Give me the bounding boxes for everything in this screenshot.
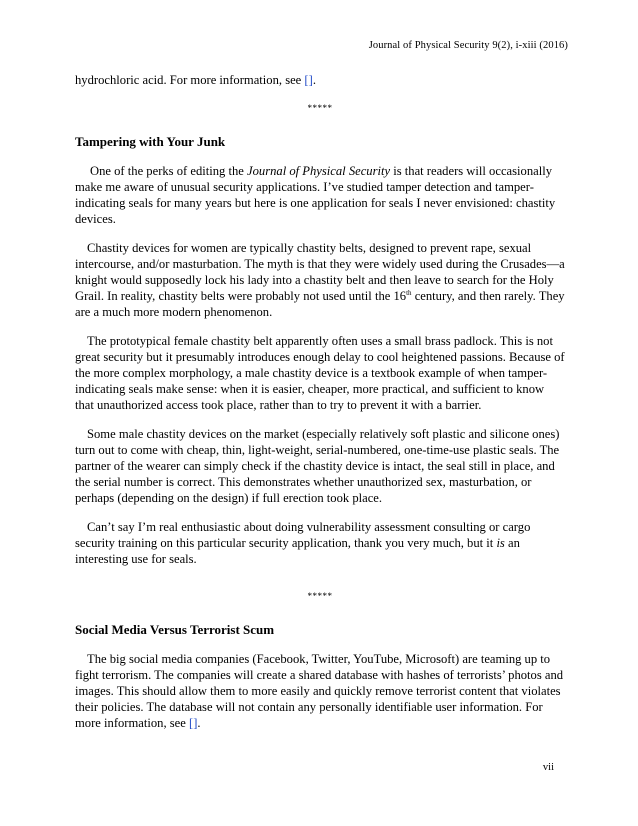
text-run: century, and then rarely. They are a much more modern phenomenon. xyxy=(75,289,565,319)
paragraph xyxy=(75,519,565,567)
paragraph xyxy=(75,651,565,731)
paragraph xyxy=(75,163,565,227)
page-content xyxy=(75,72,565,744)
lead-end: . xyxy=(312,73,316,87)
paragraph: The prototypical female chastity belt apparently often uses a small brass padlock. This is not great security but it presumably introduces enough delay to cool heightened passions. Because of the more complex morphology, a male chastity device is a textbook example of when tamper-indicating seals make sense: when it is easier, cheaper, more practical, and sufficient to know that unauthorized access took place, rather than to try to prevent it with a barrier. xyxy=(75,334,565,412)
text-run: The big social media companies (Facebook, Twitter, YouTube, Microsoft) are teaming up to fight terrorism. The companies will create a shared database with hashes of terrorists’ photos and images. This should allow them to more easily and quickly remove terrorist content that violates their policies. The database will not contain any personally identifiable user information. For more information, see xyxy=(75,652,564,730)
text-run: Can’t say I’m real enthusiastic about doing vulnerability assessment consulting or cargo security training on this particular security application, thank you very much, but it xyxy=(75,520,531,550)
paragraph: Some male chastity devices on the market (especially relatively soft plastic and silicone ones) turn out to come with cheap, thin, light-weight, serial-numbered, one-time-use plastic seals. The partner of the wearer can simply check if the chastity device is intact, the seal still in place, and the serial number is correct. This demonstrates whether unauthorized sex, masturbation, or perhaps (depending on the design) if full erection took place. xyxy=(75,427,560,505)
emphasis: is xyxy=(496,536,505,550)
superscript: th xyxy=(406,289,412,297)
text-run: Chastity devices for women are typically chastity belts, designed to prevent rape, sexual intercourse, and/or masturbation. The myth is that they were widely used during the Crusades—a knight would supposedly lock his lady into a chastity belt and then leave to search for the Holy Grail. In reality, chastity belts were probably not used until the 16 xyxy=(75,241,565,303)
text-run: an interesting use for seals. xyxy=(75,536,520,566)
journal-title: Journal of Physical Security xyxy=(247,164,391,178)
running-header: Journal of Physical Security 9(2), i-xiii (2016) xyxy=(368,40,568,51)
section-heading-tampering: Tampering with Your Junk xyxy=(75,134,226,149)
section-heading-social-media: Social Media Versus Terrorist Scum xyxy=(75,622,275,637)
section-separator: ***** xyxy=(307,103,333,113)
reference-link[interactable]: [] xyxy=(304,73,313,87)
text-run: is that readers will occasionally make me aware of unusual security applications. I’ve studied tamper detection and tamper-indicating seals for many years but here is one application for seals I never envisioned: chastity devices. xyxy=(75,164,556,226)
lead-text: hydrochloric acid. For more information, see xyxy=(75,73,305,87)
paragraph xyxy=(75,240,565,320)
reference-link[interactable]: [] xyxy=(189,716,198,730)
text-run: . xyxy=(197,716,201,730)
page-number: vii xyxy=(542,762,554,773)
lead-paragraph xyxy=(75,72,565,88)
text-run: One of the perks of editing the xyxy=(90,164,248,178)
section-separator: ***** xyxy=(307,591,333,601)
